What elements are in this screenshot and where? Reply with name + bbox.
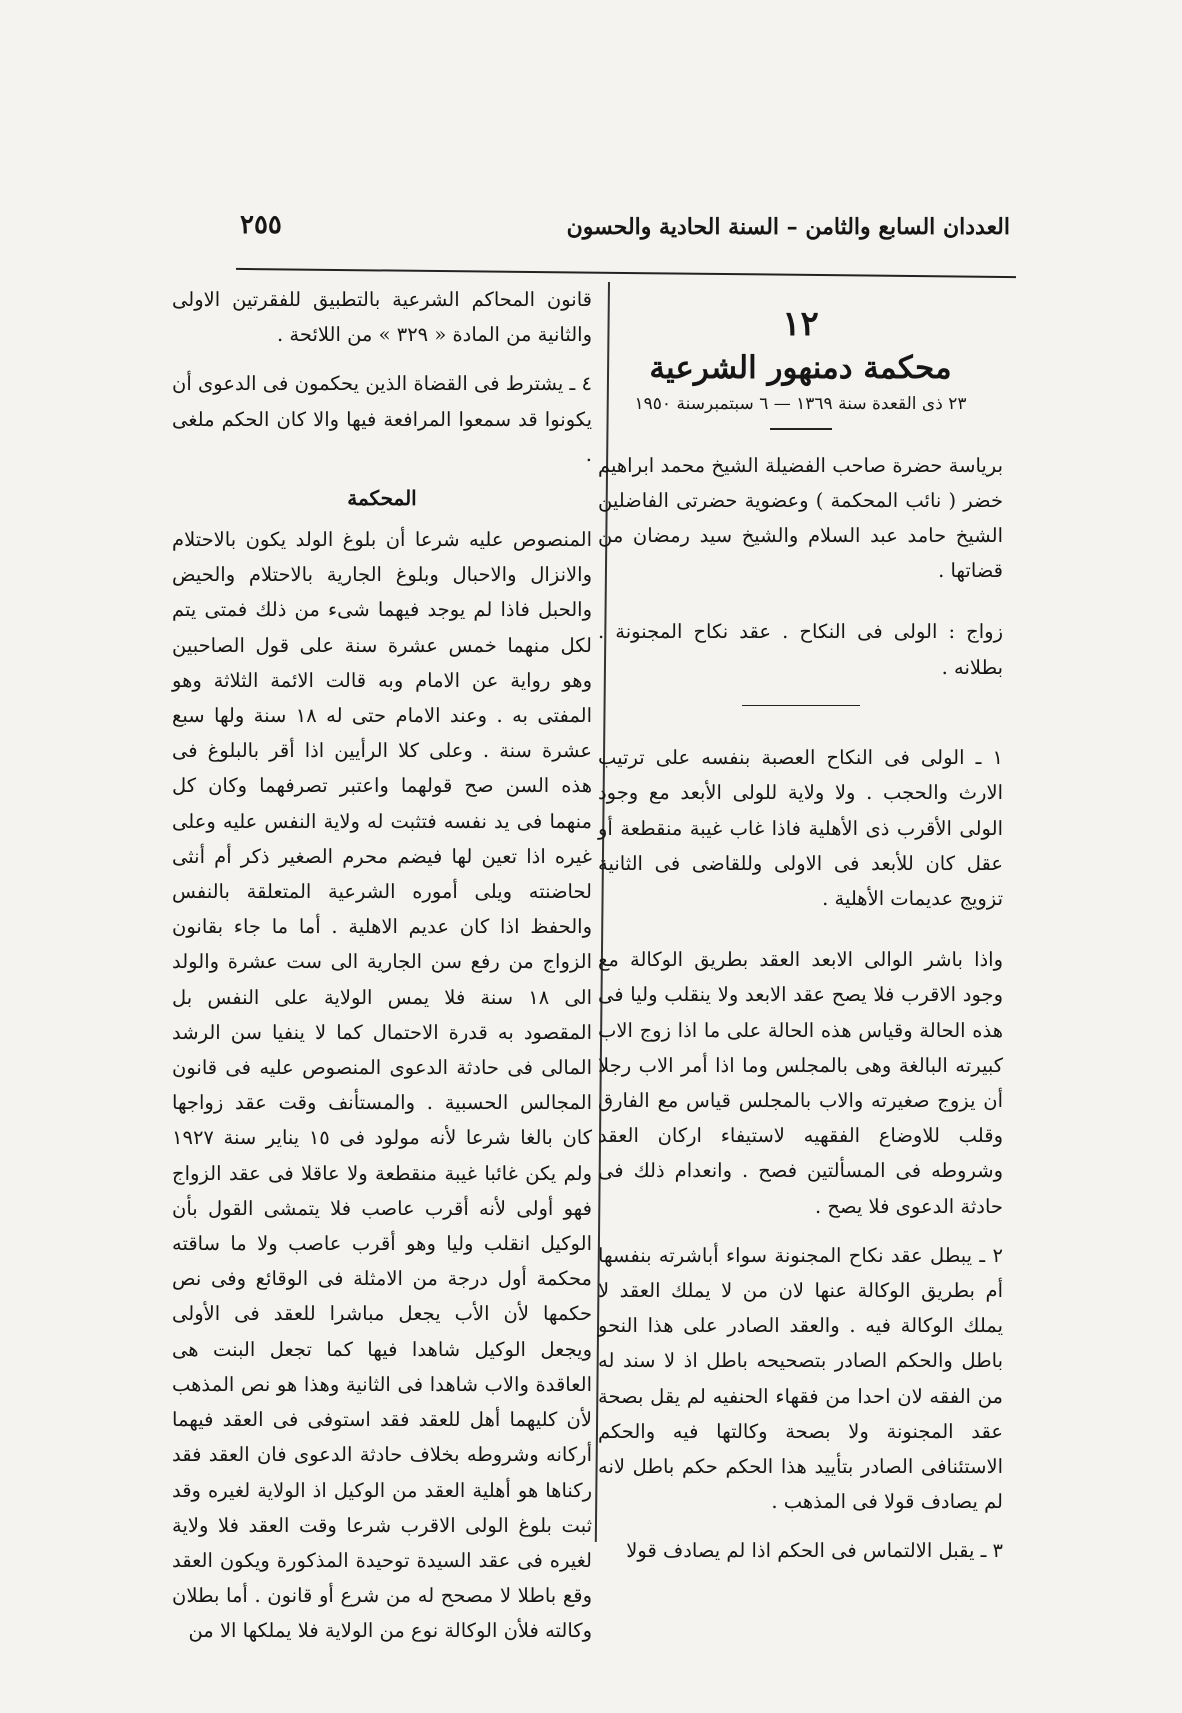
case-number: ١٢ xyxy=(782,304,819,344)
principle-2: ٢ ـ يبطل عقد نكاح المجنونة سواء أباشرته بنفسها أم بطريق الوكالة عنها لان من لا يملك العقد لا يملك الوكالة فيه . والعقد الصادر على هذا النحو باطل والحكم الصادر بتصحيحه باطل اذ لا سند له من الفقه لان احدا من فقهاء الحنفيه لم يقل بصحة عقد المجنونة ولا بصحة وكالتها فيه والحكم الاستئنافى الصادر بتأييد هذا الحكم حكم باطل لانه لم يصادف قولا فى المذهب . xyxy=(598,1243,1003,1514)
date-rule xyxy=(770,428,832,430)
section-rule xyxy=(742,705,860,707)
right-column xyxy=(598,288,1003,1569)
running-header xyxy=(240,210,1010,254)
header-title: العددان السابع والثامن – السنة الحادية والحسون xyxy=(566,214,1010,240)
principle-1-continued: واذا باشر الوالى الابعد العقد بطريق الوكالة مع وجود الاقرب فلا يصح عقد الابعد ولا ينقلب وليا فى هذه الحالة وقياس هذه الحالة على ما اذا زوج الاب كبيرته البالغة وهى بالمجلس وما اذا أمر الاب رجلا أن يزوج صغيرته والاب بالمجلس قياس مع الفارق وقلب للاوضاع الفقهيه لاستيفاء اركان العقد وشروطه فى المسألتين فصح . وانعدام ذلك فى حادثة الدعوى فلا يصح . xyxy=(598,948,1003,1218)
left-column xyxy=(172,282,592,1649)
case-date: ٢٣ ذى القعدة سنة ١٣٦٩ — ٦ سبتمبرسنة ١٩٥٠ xyxy=(634,394,967,414)
page-number: ٢٥٥ xyxy=(240,210,282,240)
panel-paragraph: برياسة حضرة صاحب الفضيلة الشيخ محمد ابراهيم خضر ( نائب المحكمة ) وعضوية حضرتى الفاضلين الشيخ حامد عبد السلام والشيخ سيد رمضان من قضاتها . xyxy=(598,453,1003,583)
judgment-body: المنصوص عليه شرعا أن بلوغ الولد يكون بالاحتلام والانزال والاحبال وبلوغ الجارية بالاحتلام والحيض والحبل فاذا لم يوجد فيهما شىء من ذلك فمتى يتم لكل منهما خمس عشرة سنة على قول الصاحبين وهو رواية عن الامام وبه قالت الائمة الثلاثة وهو المفتى به . وعند الامام حتى له ١٨ سنة ولها سبع عشرة سنة . وعلى كلا الرأيين اذا أقر بالبلوغ فى هذه السن صح قولهما واعتبر تصرفهما وكان كل منهما فى يد نفسه فتثبت له ولاية النفس عليه وعلى غيره اذا تعين لها فيضم محرم الصغير ذكر أم أنثى لحاضنته ويلى أموره الشرعية المتعلقة بالنفس والحفظ اذا كان عديم الاهلية . أما ما جاء بقانون الزواج من رفع سن الجارية الى ست عشرة والولد الى ١٨ سنة فلا يمس الولاية على النفس بل المقصود به قدرة الاحتمال كما لا ينفيا سن الرشد المالى فى حادثة الدعوى المنصوص عليه فى قانون المجالس الحسبية . والمستأنف وقت عقد زواجها كان بالغا شرعا لأنه مولود فى ١٥ يناير سنة ١٩٢٧ ولم يكن غائبا غيبة منقطعة ولا عاقلا فى عقد الزواج فهو أولى لأنه أقرب عاصب فلا يتمشى القول بأن الوكيل انقلب وليا وهو أقرب عاصب ولا ما ساقته محكمة أول درجة من الامثلة فى الوقائع وفى نص حكمها لأن الأب يجعل مباشرا للعقد فى الأولى ويجعل الوكيل شاهدا فيها كما تجعل البنت هى العاقدة والاب شاهدا فى الثانية وهذا هو نص المذهب لأن كليهما أهل للعقد فقد استوفى فى العقد فيهما أركانه وشروطه بخلاف حادثة الدعوى فان العقد فقد ركناها هو أهلية العقد من الوكيل اذ الولاية لغيره وقد ثبت بلوغ الولى الاقرب شرعا وقت العقد فلا ولاية لغيره فى عقد السيدة توحيدة المذكورة ويكون العقد وقع باطلا لا مصحح له من شرع أو قانون . أما بطلان وكالته فلأن الوكالة نوع من الولاية فلا يملكها الا من xyxy=(172,528,593,1643)
principle-1: ١ ـ الولى فى النكاح العصبة بنفسه على ترتيب الارث والحجب . ولا ولاية للولى الأبعد مع وجود الولى الأقرب ذى الأهلية فاذا غاب غيبة منقطعة أو عقل كان للأبعد فى الاولى وللقاضى فى الثانية تزويج عديمات الأهلية . xyxy=(598,746,1003,911)
principle-3: ٣ ـ يقبل الالتماس فى الحكم اذا لم يصادف قولا xyxy=(626,1539,1003,1563)
section-heading: المحكمة xyxy=(347,486,417,511)
principle-3-continued: قانون المحاكم الشرعية بالتطبيق للفقرتين الاولى والثانية من المادة « ٣٢٩ » من اللائحة . xyxy=(172,288,592,347)
court-name: محكمة دمنهور الشرعية xyxy=(649,350,952,386)
principle-4: ٤ ـ يشترط فى القضاة الذين يحكمون فى الدعوى أن يكونوا قد سمعوا المرافعة فيها والا كان الحكم ملغى . xyxy=(172,372,592,466)
header-rule xyxy=(236,268,1016,278)
subject-line: زواج : الولى فى النكاح . عقد نكاح المجنونة . بطلانه . xyxy=(598,620,1003,679)
